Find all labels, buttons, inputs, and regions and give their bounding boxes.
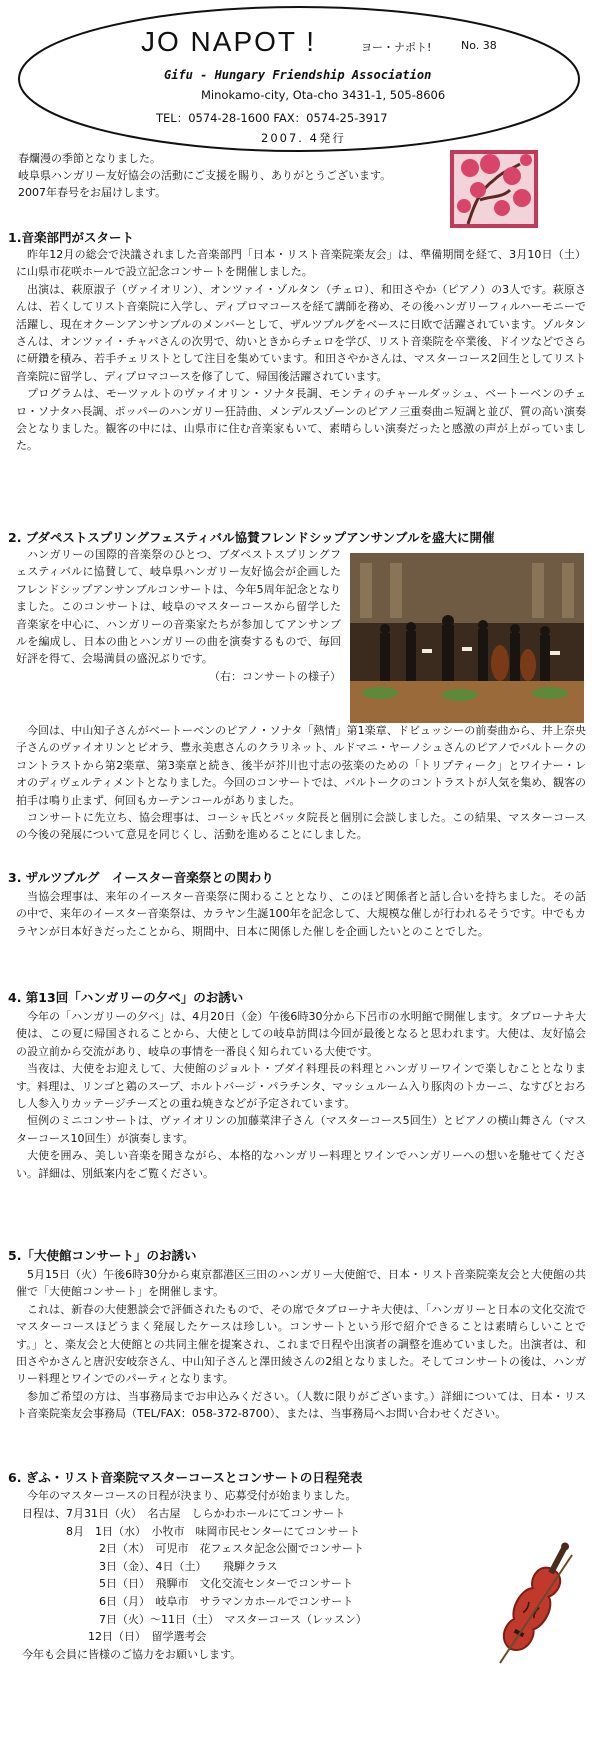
- intro: [18, 150, 438, 201]
- paragraph: 参加ご希望の方は、当事務局までお申込みください。（人数に限りがございます。）詳細については、日本・リスト音楽院楽友会事務局（TEL/FAX：058-372-8700）、または、当事務局へお問い合わせください。: [16, 1389, 586, 1421]
- schedule-row: 8月 1日（水） 小牧市 味岡市民センターにてコンサート: [22, 1524, 361, 1538]
- association-address: Minokamo-city, Ota-cho 3431-1, 505-8606: [201, 88, 446, 102]
- newsletter-title: JO NAPOT !: [141, 26, 317, 57]
- closing-line: 今年も会員に皆様のご協力をお願いします。: [22, 1647, 242, 1661]
- paragraph: 今年の「ハンガリーの夕べ」は、4月20日（金）午後6時30分から下呂市の水明館で開催します。タブローナキ大使は、この夏に帰国されることから、大使としての岐阜訪問は今回が最後となると思われます。大使は、友好協会の設立前から交流があり、岐阜の事情を一番良く知られている大使です。: [16, 1010, 586, 1058]
- schedule-row: 12日（日） 留学選考会: [22, 1630, 207, 1644]
- section-title-3: 3. ザルツブルグ イースター音楽祭との関わり: [8, 870, 274, 885]
- section-title-4: 4. 第13回「ハンガリーの夕べ」のお誘い: [8, 990, 244, 1005]
- section-2-body: [16, 722, 586, 844]
- violin-illustration: [490, 1535, 580, 1670]
- intro-line: 2007年春号をお届けします。: [18, 186, 167, 199]
- schedule-row: 日程は、7月31日（火） 名古屋 しらかわホールにてコンサート: [22, 1507, 346, 1520]
- schedule-row: 7日（火）～11日（土） マスターコース（レッスン）: [22, 1612, 367, 1626]
- masthead: [16, 4, 582, 154]
- section-2-body-narrow: [16, 546, 341, 685]
- paragraph: これは、新春の大使懇談会で評価されたもので、その席でタブローナキ大使は、「ハンガリーと日本の文化交流でマスターコースほどうまく発展したケースは珍しい。コンサートという形で紹介できることは素晴らしいことです。」と、楽友会と大使館との共同主催を提案され、これまで日程や出演者の調整を進めていました。出演者は、和田さやかさんと唐沢安岐奈さん、中山知子さんと澤田綾さんの2組となりました。そしてコンサートの後は、ハンガリー料理とワインでのパーティとなります。: [16, 1302, 586, 1386]
- schedule-row: 5日（日） 飛騨市 文化交流センターでコンサート: [22, 1577, 354, 1591]
- intro-line: 岐阜県ハンガリー友好協会の活動にご支援を賜り、ありがとうございます。: [18, 169, 392, 182]
- section-title-5: 5.「大使館コンサート」のお誘い: [8, 1248, 197, 1263]
- newsletter-title-kana: ヨー・ナポト!: [361, 41, 432, 54]
- paragraph: 当協会理事は、来年のイースター音楽祭に関わることとなり、このほど関係者と話し合いを持ちました。その話の中で、来年のイースター音楽祭は、カラヤン生誕100年を記念して、大規模な催しが行われるそうです。中でもカラヤンが日本好きだったことから、期間中、日本に関係した催しを企画したいとのことでした。: [16, 890, 586, 938]
- section-title-1: 1.音楽部門がスタート: [8, 230, 134, 245]
- paragraph: コンサートに先立ち、協会理事は、コーシャ氏とバッタ院長と個別に会談しました。この結果、マスターコースの今後の発展について意見を同じくし、活動を進めることにしました。: [16, 811, 586, 842]
- issue-number: No. 38: [461, 39, 497, 52]
- issue-date: 2007. 4発行: [261, 131, 346, 145]
- paragraph: 大使を囲み、美しい音楽を聞きながら、本格的なハンガリー料理とワインでハンガリーへの想いを馳せてください。詳細は、別紙案内をご覧ください。: [16, 1149, 586, 1180]
- paragraph: 今年のマスターコースの日程が決まり、応募受付が始まりました。: [27, 1489, 357, 1502]
- paragraph: 当夜は、大使をお迎えして、大使館のジョルト・ブダイ料理長の料理とハンガリーワインで楽しむこととなります。料理は、リンゴと鶏のスープ、ホルトバージ・パラチンタ、マッシュルーム入り豚肉のトカーニ、なすびとおろし人参入りカッテージチーズとの重ね焼きなどが予定されています。: [16, 1062, 586, 1111]
- section-title-6: 6. ぎふ・リスト音楽院マスターコースとコンサートの日程発表: [8, 1470, 363, 1485]
- paragraph: 昨年12月の総会で決議されました音楽部門「日本・リスト音楽院楽友会」は、準備期間を経て、3月10日（土）に山県市花咲ホールで設立記念コンサートを開催しました。: [16, 248, 586, 279]
- paragraph: ハンガリーの国際的音楽祭のひとつ、ブダペストスプリングフェスティバルに協賛して、岐阜県ハンガリー友好協会が企画したフレンドシップアンサンブルコンサートは、今年5周年記念となりました。このコンサートは、岐阜のマスターコースから留学した音楽家を中心に、ハンガリーの音楽家たちが参加してアンサンブルを編成し、日本の曲とハンガリーの曲を演奏するもので、毎回好評を得て、会場満員の盛況ぶりです。: [16, 548, 341, 666]
- cherry-blossom-illustration: [450, 150, 538, 228]
- schedule-row: 6日（月） 岐阜市 サラマンカホールでコンサート: [22, 1594, 354, 1608]
- paragraph: プログラムは、モーツァルトのヴァイオリン・ソナタ長調、モンティのチャールダッシュ、ベートーベンのチェロ・ソナタハ長調、ポッパーのハンガリー狂詩曲、メンデルスゾーンのピアノ三重奏曲ニ短調と並び、質の高い演奏会となりました。観客の中には、山県市に住む音楽家もいて、素晴らしい演奏だったと感激の声が上がっていました。: [16, 387, 586, 453]
- paragraph: 今回は、中山知子さんがベートーベンのピアノ・ソナタ「熱情」第1楽章、ドビュッシーの前奏曲から、井上奈央子さんのヴァイオリンとピオラ、豊永美恵さんのクラリネット、ルドマニ・ヤーノシュさんのピアノでバルトークのコントラストから第2楽章、第3楽章と続き、後半が芥川也寸志の弦楽のための「トリプティーク」とワイナー・レオのディヴェルティメントとなりました。今回のコンサートでは、バルトークのコントラストが人気を集め、観客の拍手は鳴り止まず、何回もカーテンコールがありました。: [16, 724, 586, 807]
- schedule-row: 3日（金）、4日（土） 飛騨クラス: [22, 1559, 278, 1573]
- schedule-row: 2日（木） 可児市 花フェスタ記念公園でコンサート: [22, 1542, 364, 1556]
- section-3-body: [16, 888, 586, 940]
- schedule-list: [22, 1505, 452, 1663]
- paragraph: 5月15日（火）午後6時30分から東京都港区三田のハンガリー大使館で、日本・リスト音楽院楽友会と大使館の共催で「大使館コンサート」を開催します。: [16, 1268, 586, 1299]
- concert-photo: [350, 553, 584, 723]
- intro-line: 春爛漫の季節となりました。: [18, 152, 161, 165]
- association-phone: TEL：0574-28-1600 FAX：0574-25-3917: [156, 111, 388, 125]
- association-name: Gifu - Hungary Friendship Association: [164, 68, 432, 82]
- section-4-body: [16, 1008, 586, 1182]
- section-title-2: 2. ブダペストスプリングフェスティバル協賛フレンドシップアンサンブルを盛大に開催: [8, 530, 495, 545]
- section-6-body: [16, 1487, 586, 1504]
- paragraph: 出演は、萩原淑子（ヴァイオリン）、オンツァイ・ゾルタン（チェロ）、和田さやか（ピアノ）の3人です。萩原さんは、若くしてリスト音楽院に入学し、ディプロマコースを経て講師を務め、その後ハンガリーフィルハーモニーで活躍し、現在オクーンアンサンブルのメンバーとして、ザルツブルグをベースに日欧で活躍されています。ゾルタンさんは、オンツァイ・チャバさんの次男で、幼いときからチェロを学び、リスト音楽院を卒業後、ドイツなどでさらに研鑽を積み、若手チェリストとして注目を集めています。和田さやかさんは、マスターコース2回生としてリスト音楽院に留学し、ディプロマコースを修了して、帰国後活躍されています。: [16, 282, 586, 383]
- section-5-body: [16, 1266, 586, 1423]
- section-1-body: [16, 246, 586, 455]
- photo-caption: （右：コンサートの様子）: [209, 669, 341, 683]
- paragraph: 恒例のミニコンサートは、ヴァイオリンの加藤菜津子さん（マスターコース5回生）とピアノの横山舞さん（マスターコース10回生）が演奏します。: [16, 1114, 586, 1145]
